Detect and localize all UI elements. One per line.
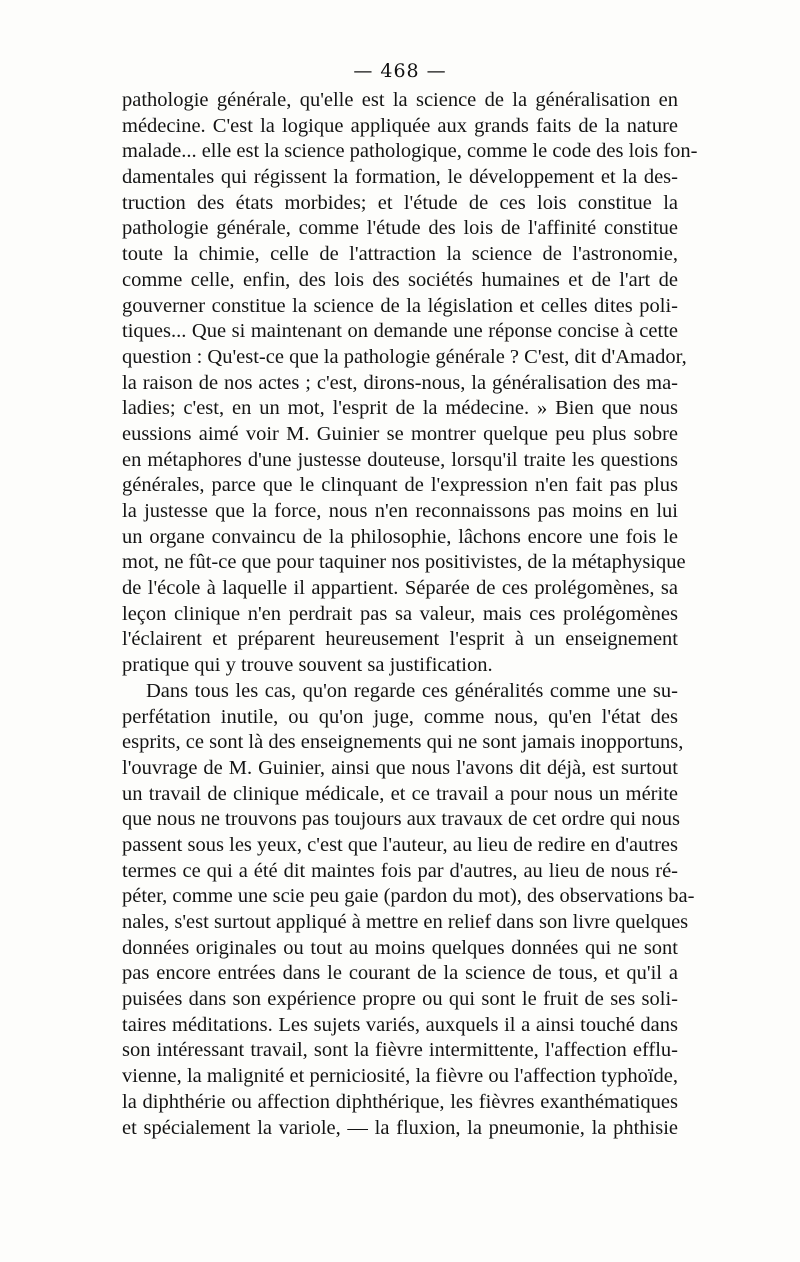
- text-line: la justesse que la force, nous n'en reconnaissons pas moins en lui: [122, 500, 678, 522]
- text-line: eussions aimé voir M. Guinier se montrer quelque peu plus sobre: [122, 422, 678, 445]
- text-line: pathologie générale, qu'elle est la science de la généralisation en: [122, 89, 678, 111]
- text-line: mot, ne fût-ce que pour taquiner nos positivistes, de la métaphysique: [122, 551, 686, 574]
- body-text: [122, 88, 698, 1141]
- text-line: passent sous les yeux, c'est que l'auteur, au lieu de redire en d'autres: [122, 833, 678, 856]
- text-line: puisées dans son expérience propre ou qui sont le fruit de ses soli-: [122, 988, 678, 1011]
- text-line: pas encore entrées dans le courant de la science de tous, et qu'il a: [122, 962, 678, 985]
- text-line: que nous ne trouvons pas toujours aux travaux de cet ordre qui nous: [122, 808, 680, 831]
- text-line: damentales qui régissent la formation, le développement et la des-: [122, 166, 678, 189]
- text-line: l'ouvrage de M. Guinier, ainsi que nous l'avons dit déjà, est surtout: [122, 756, 678, 779]
- text-line: leçon clinique n'en perdrait pas sa valeur, mais ces prolégomènes: [122, 602, 678, 625]
- text-line: en métaphores d'une justesse douteuse, lorsqu'il traite les questions: [122, 448, 678, 471]
- text-line: toute la chimie, celle de l'attraction la science de l'astronomie,: [122, 243, 678, 266]
- text-line: truction des états morbides; et l'étude de ces lois constitue la: [122, 191, 678, 214]
- text-line: péter, comme une scie peu gaie (pardon du mot), des observations ba-: [122, 885, 695, 908]
- text-line: malade... elle est la science pathologique, comme le code des lois fon-: [122, 140, 698, 163]
- text-line: médecine. C'est la logique appliquée aux grands faits de la nature: [122, 114, 678, 137]
- paragraph: [122, 679, 695, 1141]
- text-line: de l'école à laquelle il appartient. Séparée de ces prolégomènes, sa: [122, 577, 678, 600]
- text-line: un travail de clinique médicale, et ce travail a pour nous un mérite: [122, 782, 678, 805]
- text-line: un organe convaincu de la philosophie, lâchons encore une fois le: [122, 525, 678, 548]
- text-line: son intéressant travail, sont la fièvre intermittente, l'affection efflu-: [122, 1039, 678, 1062]
- text-line: gouverner constitue la science de la législation et celles dites poli-: [122, 294, 678, 317]
- page-number: — 468 —: [353, 60, 447, 82]
- paragraph: [122, 88, 698, 679]
- text-line: termes ce qui a été dit maintes fois par d'autres, au lieu de nous ré-: [122, 859, 678, 882]
- text-line: et spécialement la variole, — la fluxion, la pneumonie, la phthisie: [122, 1116, 678, 1139]
- text-line: question : Qu'est-ce que la pathologie générale ? C'est, dit d'Amador,: [122, 345, 687, 368]
- text-line: la raison de nos actes ; c'est, dirons-nous, la généralisation des ma-: [122, 371, 678, 394]
- text-line: taires méditations. Les sujets variés, auxquels il a ainsi touché dans: [122, 1013, 678, 1036]
- text-line: ladies; c'est, en un mot, l'esprit de la médecine. » Bien que nous: [122, 397, 678, 420]
- text-line: comme celle, enfin, des lois des sociétés humaines et de l'art de: [122, 268, 678, 291]
- text-line: tiques... Que si maintenant on demande une réponse concise à cette: [122, 320, 678, 343]
- text-line: Dans tous les cas, qu'on regarde ces généralités comme une su-: [146, 679, 678, 702]
- text-line: la diphthérie ou affection diphthérique, les fièvres exanthématiques: [122, 1090, 678, 1113]
- text-line: générales, parce que le clinquant de l'expression n'en fait pas plus: [122, 474, 678, 497]
- text-line: données originales ou tout au moins quelques données qui ne sont: [122, 936, 678, 959]
- text-line: vienne, la malignité et perniciosité, la fièvre ou l'affection typhoïde,: [122, 1065, 678, 1088]
- text-line: l'éclairent et préparent heureusement l'esprit à un enseignement: [122, 628, 678, 651]
- text-line: perfétation inutile, ou qu'on juge, comme nous, qu'en l'état des: [122, 705, 678, 728]
- text-line: pratique qui y trouve souvent sa justification.: [122, 654, 493, 677]
- text-line: nales, s'est surtout appliqué à mettre en relief dans son livre quelques: [122, 911, 689, 933]
- text-line: pathologie générale, comme l'étude des lois de l'affinité constitue: [122, 217, 678, 240]
- text-line: esprits, ce sont là des enseignements qui ne sont jamais inopportuns,: [122, 731, 684, 754]
